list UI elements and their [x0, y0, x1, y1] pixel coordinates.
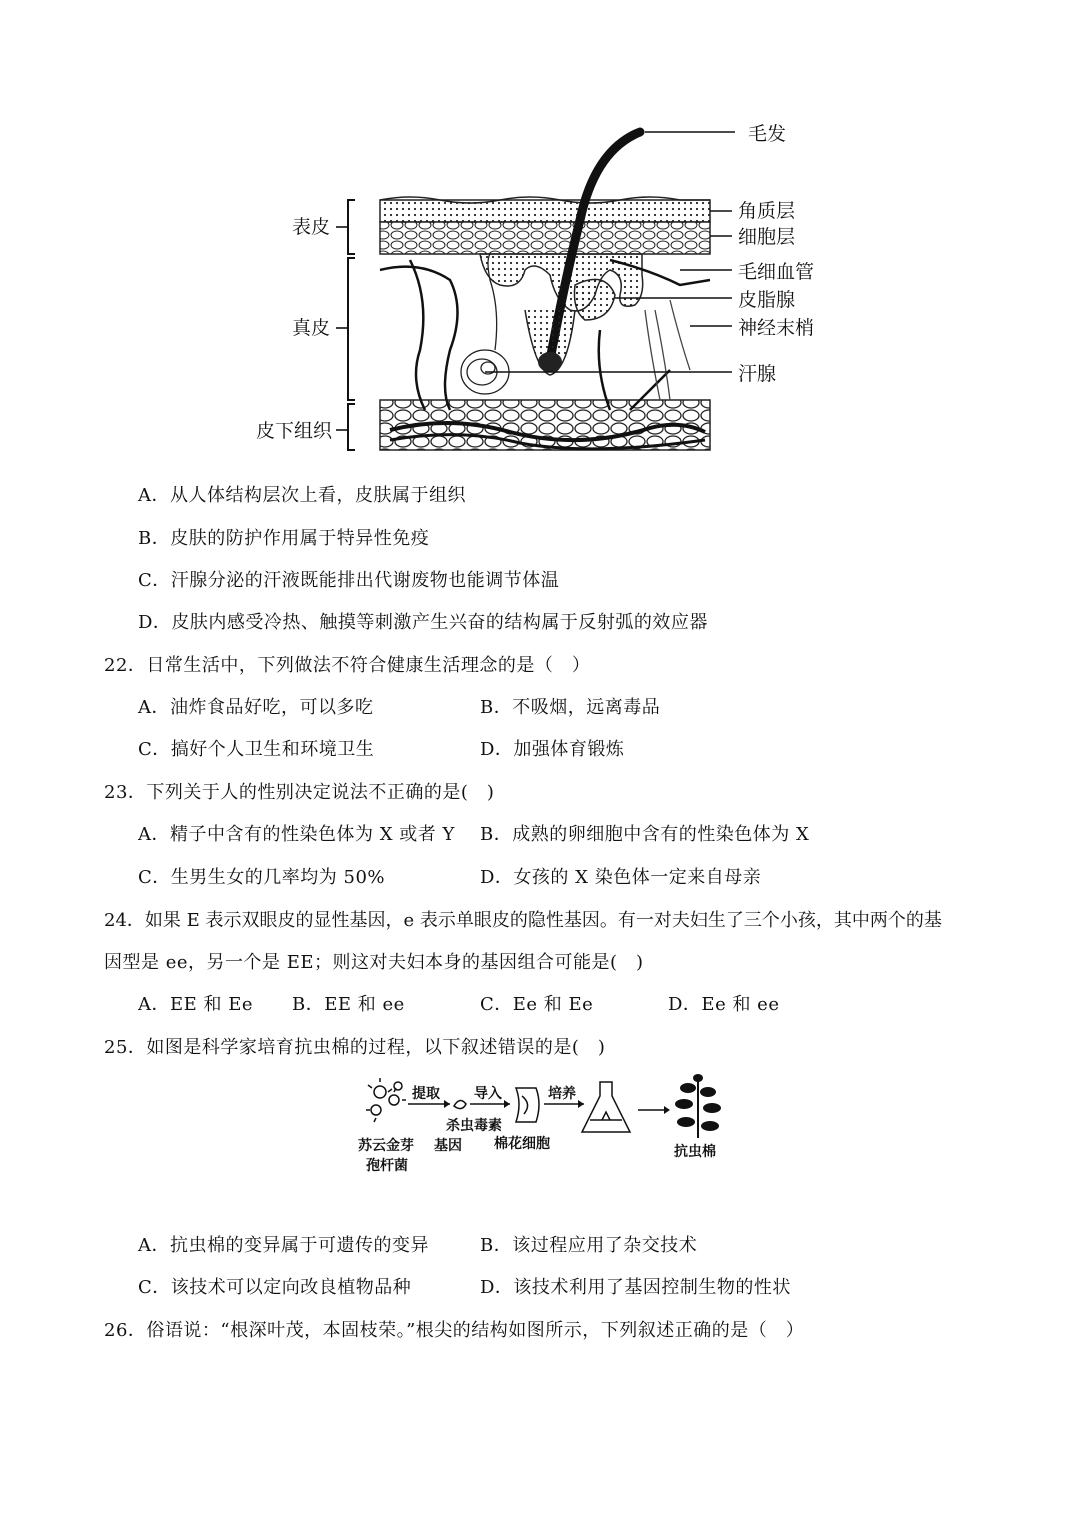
label-subcutaneous: 皮下组织 — [256, 420, 333, 442]
flow-cotton-cell: 棉花细胞 — [494, 1136, 550, 1152]
label-stratum-corneum: 角质层 — [738, 200, 796, 222]
label-nerve-ending: 神经末梢 — [738, 317, 815, 339]
label-cell-layer: 细胞层 — [738, 226, 796, 248]
q26-stem: 26．俗语说：“根深叶茂，本固枝荣。”根尖的结构如图所示，下列叙述正确的是（ ） — [104, 1320, 805, 1341]
flow-bacteria-name: 苏云金芽 — [358, 1138, 414, 1154]
q24-option-b: B．EE 和 ee — [292, 994, 405, 1015]
q24-option-c: C．Ee 和 Ee — [480, 994, 594, 1015]
flow-gene-2: 基因 — [434, 1138, 462, 1154]
label-sebaceous-gland: 皮脂腺 — [738, 289, 796, 311]
q21-option-c: C．汗腺分泌的汗液既能排出代谢废物也能调节体温 — [138, 570, 560, 591]
q24-stem-line1: 24．如果 E 表示双眼皮的显性基因，e 表示单眼皮的隐性基因。有一对夫妇生了三个小孩，其中两个的基 — [104, 910, 942, 931]
flask-icon — [582, 1082, 630, 1132]
q21-option-b: B．皮肤的防护作用属于特异性免疫 — [138, 528, 430, 549]
q22-option-c: C．搞好个人卫生和环境卫生 — [138, 739, 375, 760]
label-dermis: 真皮 — [292, 317, 331, 339]
q22-stem: 22．日常生活中，下列做法不符合健康生活理念的是（ ） — [104, 655, 591, 676]
q22-option-b: B．不吸烟，远离毒品 — [480, 697, 661, 718]
q21-option-d: D．皮肤内感受冷热、触摸等刺激产生兴奋的结构属于反射弧的效应器 — [138, 612, 708, 633]
sebaceous-gland — [574, 279, 615, 320]
q23-stem: 23．下列关于人的性别决定说法不正确的是( ) — [104, 782, 495, 803]
insect-resistant-cotton-flow-diagram — [350, 1070, 750, 1180]
q24-option-a: A．EE 和 Ee — [138, 994, 254, 1015]
q23-option-b: B．成熟的卵细胞中含有的性染色体为 X — [480, 824, 810, 845]
bacteria-icon — [366, 1078, 406, 1122]
q23-option-d: D．女孩的 X 染色体一定来自母亲 — [480, 867, 762, 888]
gene-icon — [454, 1100, 466, 1108]
q25-option-d: D．该技术利用了基因控制生物的性状 — [480, 1277, 791, 1298]
q22-option-a: A．油炸食品好吃，可以多吃 — [138, 697, 374, 718]
label-capillary: 毛细血管 — [738, 261, 815, 283]
skin-structure-diagram — [250, 110, 850, 460]
cell-layer-band — [380, 222, 710, 254]
q23-option-c: C．生男生女的几率均为 50% — [138, 867, 386, 888]
q23-option-a: A．精子中含有的性染色体为 X 或者 Y — [138, 824, 455, 845]
stratum-corneum-layer — [380, 200, 710, 222]
q25-option-a: A．抗虫棉的变异属于可遗传的变异 — [138, 1235, 429, 1256]
flow-gene-1: 杀虫毒素 — [446, 1118, 502, 1134]
q24-stem-line2: 因型是 ee，另一个是 EE；则这对夫妇本身的基因组合可能是( ) — [104, 952, 644, 973]
flow-bacteria-name-2: 孢杆菌 — [366, 1158, 408, 1174]
flow-step-culture: 培养 — [548, 1086, 576, 1102]
q24-option-d: D．Ee 和 ee — [668, 994, 780, 1015]
cotton-plant-icon — [675, 1074, 721, 1138]
cotton-cell-icon — [516, 1088, 539, 1122]
label-epidermis: 表皮 — [292, 216, 331, 238]
flow-step-import: 导入 — [474, 1086, 502, 1102]
flow-step-extract: 提取 — [412, 1086, 440, 1102]
q21-option-a: A．从人体结构层次上看，皮肤属于组织 — [138, 485, 466, 506]
q22-option-d: D．加强体育锻炼 — [480, 739, 625, 760]
nerve-endings — [645, 300, 690, 400]
label-hair: 毛发 — [748, 123, 787, 145]
flow-result: 抗虫棉 — [674, 1144, 716, 1160]
q25-option-c: C．该技术可以定向改良植物品种 — [138, 1277, 412, 1298]
q25-option-b: B．该过程应用了杂交技术 — [480, 1235, 698, 1256]
q25-stem: 25．如图是科学家培育抗虫棉的过程，以下叙述错误的是( ) — [104, 1037, 606, 1058]
label-sweat-gland: 汗腺 — [738, 363, 777, 385]
